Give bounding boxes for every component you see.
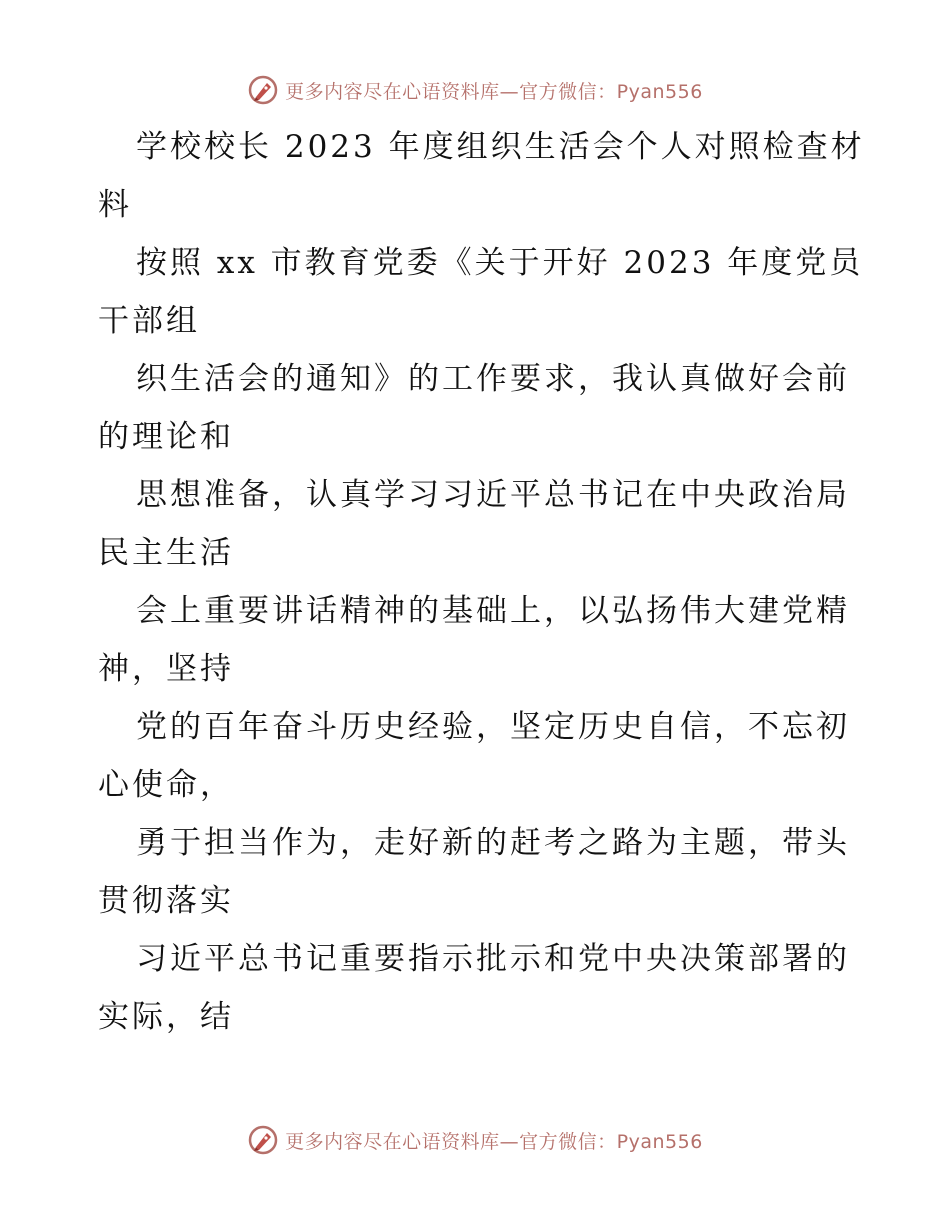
header-watermark-text: 更多内容尽在心语资料库—官方微信：Pyan556 <box>285 80 703 103</box>
paragraph-line: 习近平总书记重要指示批示和党中央决策部署的 <box>136 941 850 977</box>
paragraph-line: 的理论和 <box>98 419 234 455</box>
pen-nib-logo-icon <box>247 74 279 106</box>
paragraph-line: 心使命， <box>98 767 234 803</box>
pen-nib-logo-icon <box>247 1124 279 1156</box>
paragraph-line: 勇于担当作为，走好新的赶考之路为主题，带头 <box>136 825 850 861</box>
document-title-line: 学校校长 2023 年度组织生活会个人对照检查材 <box>136 129 865 165</box>
paragraph-line: 党的百年奋斗历史经验，坚定历史自信，不忘初 <box>136 709 850 745</box>
paragraph-line: 会上重要讲话精神的基础上，以弘扬伟大建党精 <box>136 593 850 629</box>
document-body <box>98 118 865 1046</box>
paragraph-line: 神，坚持 <box>98 651 234 687</box>
document-title-line-continued: 料 <box>98 187 132 223</box>
paragraph-line: 按照 xx 市教育党委《关于开好 2023 年度党员 <box>136 245 864 281</box>
header-watermark-banner <box>0 70 950 110</box>
footer-watermark-text: 更多内容尽在心语资料库—官方微信：Pyan556 <box>285 1130 703 1153</box>
paragraph-line: 贯彻落实 <box>98 883 234 919</box>
paragraph-line: 民主生活 <box>98 535 234 571</box>
paragraph-line: 干部组 <box>98 303 200 339</box>
paragraph-line: 思想准备，认真学习习近平总书记在中央政治局 <box>136 477 850 513</box>
paragraph-line: 实际，结 <box>98 999 234 1035</box>
paragraph-line: 织生活会的通知》的工作要求，我认真做好会前 <box>136 361 850 397</box>
footer-watermark-banner <box>0 1120 950 1160</box>
